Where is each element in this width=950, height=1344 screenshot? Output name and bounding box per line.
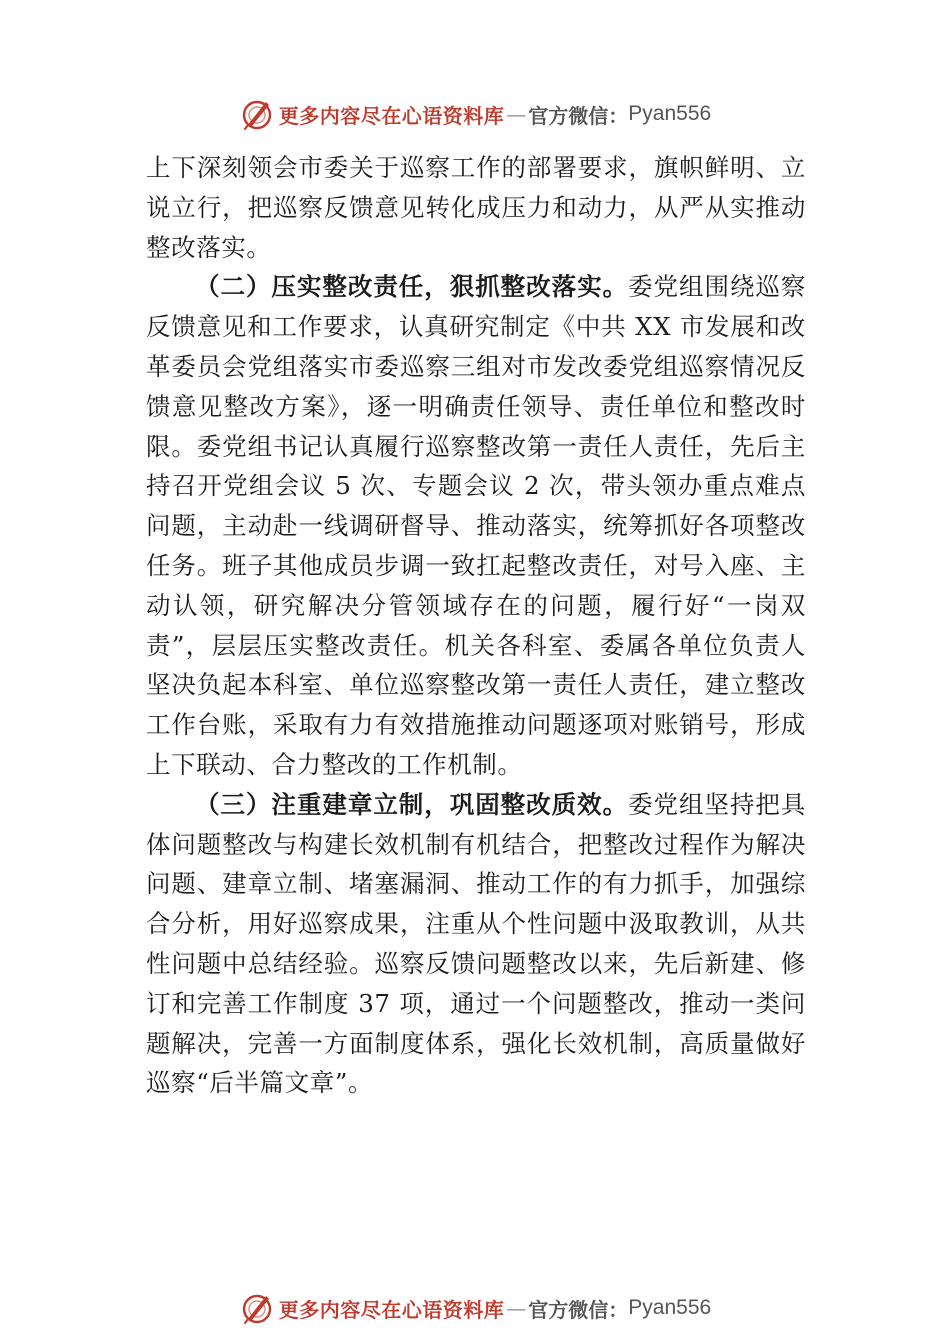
watermark-separator: —: [506, 102, 527, 126]
paragraph-2-heading: （二）压实整改责任，狠抓整改落实。: [195, 272, 629, 302]
watermark-site-text: 更多内容尽在心语资料库: [278, 1297, 505, 1322]
footer-watermark: [0, 1288, 950, 1328]
paragraph-3-body: 委党组坚持把具体问题整改与构建长效机制有机结合，把整改过程作为解决问题、建章立制、堵塞漏洞、推动工作的有力抓手，加强综合分析，用好巡察成果，注重从个性问题中汲取教训，从共性问题中总结经验。巡察反馈问题整改以来，先后新建、修订和完善工作制度 37 项，通过一个问题整改，推动一类问题解决，完善一方面制度体系，强化长效机制，高质量做好巡察“后半篇文章”。: [146, 789, 807, 1098]
watermark-label: 官方微信：: [528, 1297, 629, 1322]
quill-seal-icon: [239, 1290, 275, 1326]
watermark-wechat-id: Pyan556: [628, 102, 712, 125]
paragraph-3: [146, 785, 806, 1103]
watermark-wechat-id: Pyan556: [628, 1296, 712, 1319]
watermark-separator: —: [506, 1296, 527, 1320]
paragraph-2-body: 委党组围绕巡察反馈意见和工作要求，认真研究制定《中共 XX 市发展和改革委员会党组落实市委巡察三组对市发改委党组巡察情况反馈意见整改方案》，逐一明确责任领导、责任单位和整改时限。委党组书记认真履行巡察整改第一责任人责任，先后主持召开党组会议 5 次、专题会议 2 次，带头领办重点难点问题，主动赴一线调研督导、推动落实，统筹抓好各项整改任务。班子其他成员步调一致扛起整改责任，对号入座、主动认领，研究解决分管领域存在的问题，履行好“一岗双责”，层层压实整改责任。机关各科室、委属各单位负责人坚决负起本科室、单位巡察整改第一责任人责任，建立整改工作台账，采取有力有效措施推动问题逐项对账销号，形成上下联动、合力整改的工作机制。: [146, 272, 807, 779]
watermark-label: 官方微信：: [528, 103, 629, 128]
paragraph-1: [146, 148, 806, 267]
paragraph-2: [146, 267, 806, 784]
document-body: [146, 148, 806, 1103]
watermark-site-text: 更多内容尽在心语资料库: [278, 103, 505, 128]
quill-seal-icon: [239, 96, 275, 132]
paragraph-1-body: 上下深刻领会市委关于巡察工作的部署要求，旗帜鲜明、立说立行，把巡察反馈意见转化成压力和动力，从严从实推动整改落实。: [146, 153, 806, 262]
header-watermark: [0, 94, 950, 134]
paragraph-3-heading: （三）注重建章立制，巩固整改质效。: [195, 789, 629, 819]
